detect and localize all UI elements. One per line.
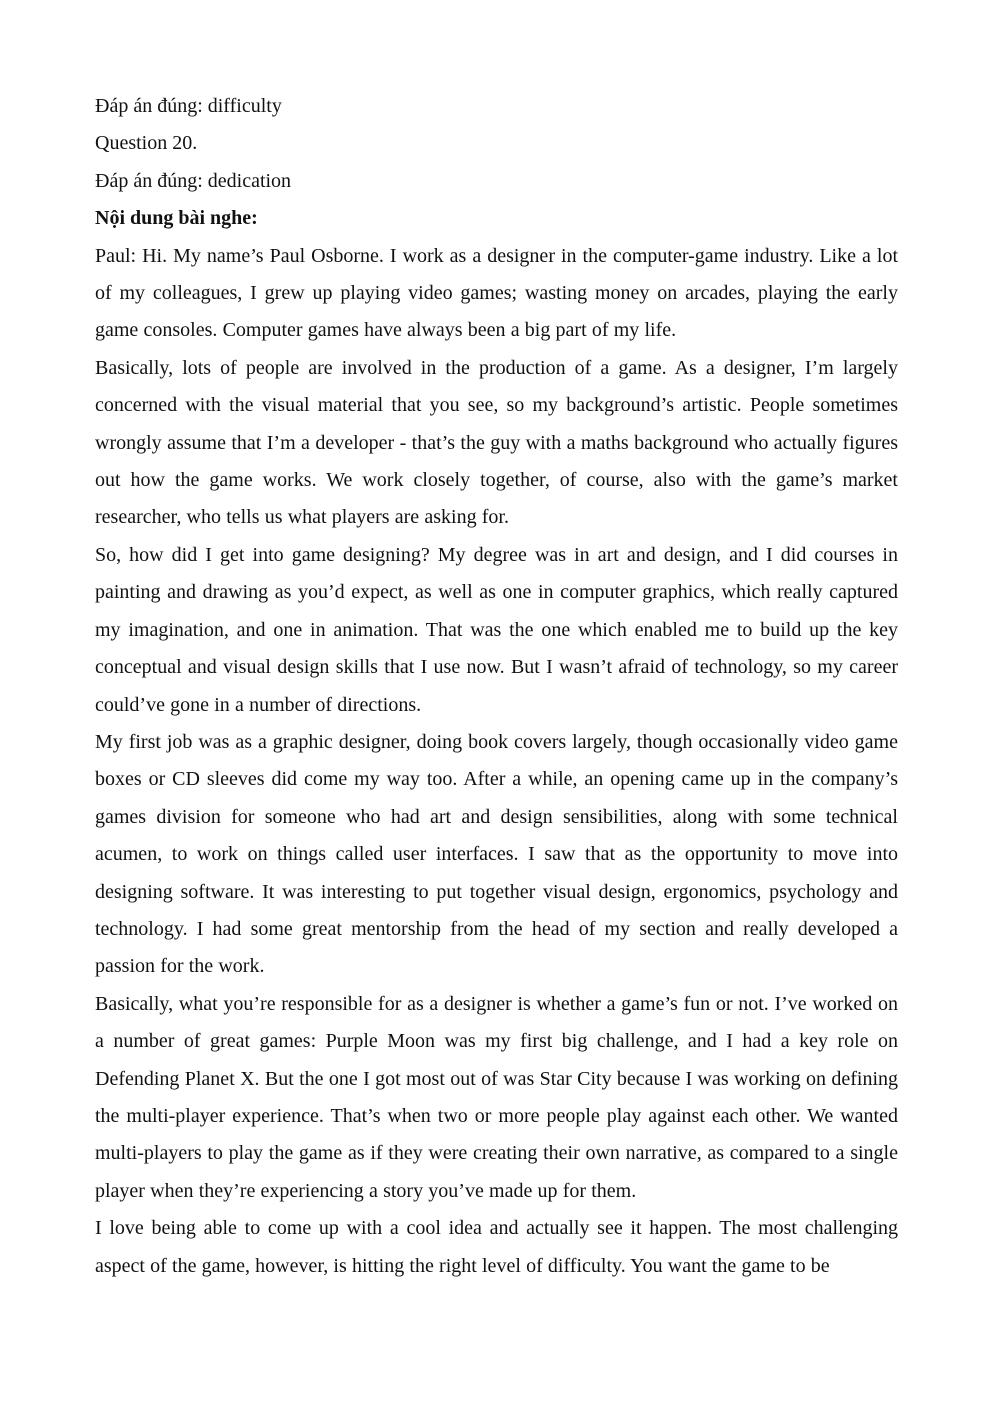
transcript-paragraph-6: I love being able to come up with a cool idea and actually see it happen. The most challenging aspect of the game, however, is hitting the right level of difficulty. You want the game to be <box>95 1217 898 1277</box>
transcript-paragraph-4: My first job was as a graphic designer, doing book covers largely, though occasionally video game boxes or CD sleeves did come my way too. After a while, an opening came up in the company’s games division for someone who had art and design sensibilities, along with some technical acumen, to work on things called user interfaces. I saw that as the opportunity to move into designing software. It was interesting to put together visual design, ergonomics, psychology and technology. I had some great mentorship from the head of my section and really developed a passion for the work. <box>95 730 898 978</box>
transcript-paragraph-2: Basically, lots of people are involved in the production of a game. As a designer, I’m largely concerned with the visual material that you see, so my background’s artistic. People sometimes wrongly assume that I’m a developer - that’s the guy with a maths background who actually figures out how the game works. We work closely together, of course, also with the game’s market researcher, who tells us what players are asking for. <box>95 356 898 529</box>
transcript-paragraph-3: So, how did I get into game designing? My degree was in art and design, and I did courses in painting and drawing as you’d expect, as well as one in computer graphics, which really captured my imagination, and one in animation. That was the one which enabled me to build up the key conceptual and visual design skills that I use now. But I wasn’t afraid of technology, so my career could’ve gone in a number of directions. <box>95 543 898 716</box>
transcript-paragraph-1: Paul: Hi. My name’s Paul Osborne. I work as a designer in the computer-game industry. Like a lot of my colleagues, I grew up playing video games; wasting money on arcades, playing the early game consoles. Computer games have always been a big part of my life. <box>95 244 898 342</box>
transcript-paragraph-5: Basically, what you’re responsible for as a designer is whether a game’s fun or not. I’ve worked on a number of great games: Purple Moon was my first big challenge, and I had a key role on Defending Planet X. But the one I got most out of was Star City because I was working on defining the multi-player experience. That’s when two or more people play against each other. We wanted multi-players to play the game as if they were creating their own narrative, as compared to a single player when they’re experiencing a story you’ve made up for them. <box>95 992 898 1202</box>
document-page <box>95 88 898 1285</box>
question-number: Question 20. <box>95 132 198 155</box>
answer-line-2: Đáp án đúng: dedication <box>95 169 292 192</box>
answer-line-1: Đáp án đúng: difficulty <box>95 95 282 117</box>
section-heading: Nội dung bài nghe: <box>95 207 258 230</box>
